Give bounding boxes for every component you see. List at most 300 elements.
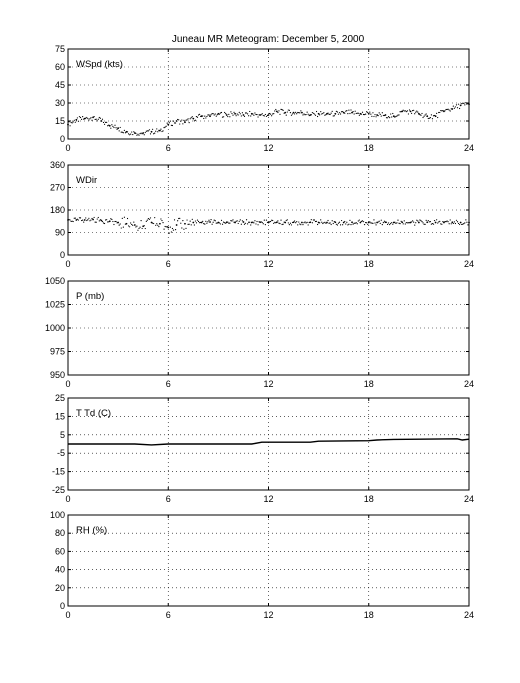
data-point: [326, 222, 328, 224]
data-point: [202, 221, 203, 222]
data-point: [318, 113, 320, 115]
data-point: [240, 219, 241, 220]
data-point: [192, 222, 194, 224]
data-point: [236, 221, 237, 222]
data-point: [73, 221, 74, 222]
data-point: [307, 222, 308, 223]
data-point: [293, 112, 295, 114]
data-point: [324, 115, 325, 116]
data-point: [355, 223, 356, 224]
data-point: [75, 218, 76, 219]
data-point: [437, 222, 438, 223]
data-point: [415, 112, 416, 113]
data-point: [428, 220, 429, 221]
data-point: [445, 221, 446, 222]
data-point: [432, 118, 433, 119]
data-point: [160, 218, 161, 219]
data-point: [269, 221, 270, 222]
data-point: [90, 219, 91, 220]
data-point: [344, 113, 345, 114]
data-point: [96, 119, 97, 120]
data-point: [215, 113, 216, 114]
data-point: [316, 221, 317, 222]
data-point: [302, 224, 303, 225]
data-point: [456, 220, 457, 221]
data-point: [386, 222, 387, 223]
data-point: [428, 118, 429, 119]
data-point: [110, 128, 111, 129]
data-point: [174, 122, 175, 123]
data-point: [210, 219, 211, 220]
data-point: [396, 115, 397, 116]
axes-frame: [68, 515, 469, 606]
data-point: [86, 220, 87, 221]
data-point: [290, 112, 291, 113]
data-point: [78, 121, 79, 122]
data-point: [363, 114, 364, 115]
data-point: [378, 221, 379, 222]
data-point: [189, 224, 190, 225]
data-point: [130, 222, 131, 223]
x-tick-label: 12: [263, 494, 274, 504]
data-point: [239, 221, 240, 222]
data-point: [468, 103, 470, 105]
data-point: [194, 120, 195, 121]
data-point: [248, 222, 249, 223]
data-point: [233, 112, 234, 113]
data-point: [132, 134, 133, 135]
data-point: [113, 224, 114, 225]
data-point: [153, 223, 154, 224]
data-point: [208, 114, 209, 115]
data-point: [106, 122, 107, 123]
data-point: [261, 221, 262, 222]
data-point: [195, 120, 196, 121]
data-point: [399, 223, 400, 224]
data-point: [456, 104, 457, 105]
data-point: [101, 120, 103, 122]
data-point: [232, 115, 233, 116]
data-point: [328, 223, 329, 224]
panel-label: P (mb): [76, 291, 105, 302]
data-point: [105, 122, 106, 123]
data-point: [102, 119, 103, 120]
x-tick-label: 12: [263, 259, 274, 269]
data-point: [359, 222, 361, 224]
data-point: [395, 223, 396, 224]
data-point: [245, 223, 246, 224]
data-point: [429, 118, 430, 119]
data-point: [415, 222, 416, 223]
data-point: [180, 121, 181, 122]
data-point: [123, 132, 124, 133]
data-point: [98, 119, 99, 120]
data-point: [173, 121, 174, 122]
x-tick-label: 18: [363, 610, 374, 620]
data-point: [197, 117, 198, 118]
x-tick-label: 0: [65, 143, 71, 153]
data-point: [348, 224, 349, 225]
data-point: [85, 217, 86, 218]
data-point: [361, 221, 362, 222]
data-point: [155, 225, 156, 226]
data-point: [236, 115, 237, 116]
data-point: [379, 112, 380, 113]
panel-4: [52, 393, 474, 504]
data-point: [362, 112, 363, 113]
data-point: [171, 231, 172, 232]
data-point: [370, 222, 371, 223]
data-point: [331, 224, 332, 225]
data-point: [154, 217, 155, 218]
data-point: [263, 223, 264, 224]
data-point: [307, 111, 308, 112]
data-point: [284, 222, 286, 224]
data-point: [205, 117, 206, 118]
data-point: [94, 116, 95, 117]
data-point: [413, 222, 414, 223]
y-tick-label: 0: [59, 134, 65, 144]
data-point: [438, 221, 439, 222]
data-point: [114, 125, 115, 126]
data-point: [334, 113, 336, 115]
data-point: [369, 111, 370, 112]
y-tick-label: 75: [54, 44, 65, 54]
data-point: [336, 111, 337, 112]
data-point: [114, 221, 115, 222]
data-point: [333, 223, 334, 224]
data-point: [349, 113, 350, 114]
data-point: [460, 105, 462, 107]
data-point: [433, 115, 434, 116]
data-point: [137, 230, 138, 231]
data-point: [176, 224, 178, 226]
data-point: [419, 219, 420, 220]
data-point: [300, 224, 301, 225]
data-point: [430, 117, 431, 118]
data-point: [320, 111, 321, 112]
data-point: [342, 224, 343, 225]
data-point: [436, 113, 437, 114]
data-point: [416, 111, 417, 112]
data-point: [321, 113, 322, 114]
data-point: [213, 113, 214, 114]
data-point: [68, 219, 69, 220]
data-point: [263, 115, 264, 116]
data-point: [132, 225, 133, 226]
data-point: [411, 113, 412, 114]
x-tick-label: 12: [263, 143, 274, 153]
data-point: [387, 117, 388, 118]
data-point: [366, 222, 367, 223]
data-point: [241, 115, 242, 116]
data-point: [363, 221, 364, 222]
data-point: [204, 116, 205, 117]
data-point: [354, 113, 355, 114]
data-point: [159, 130, 161, 132]
data-point: [169, 232, 170, 233]
data-point: [220, 112, 221, 113]
data-point: [372, 223, 373, 224]
data-point: [203, 223, 204, 224]
data-point: [79, 116, 80, 117]
y-tick-label: 30: [54, 98, 65, 108]
data-point: [333, 115, 334, 116]
data-point: [231, 220, 232, 221]
data-point: [137, 134, 138, 135]
y-tick-label: 270: [49, 182, 65, 193]
data-point: [74, 218, 75, 219]
data-point: [75, 119, 77, 121]
data-point: [458, 223, 459, 224]
data-point: [128, 133, 129, 134]
data-point: [262, 113, 263, 114]
data-point: [347, 224, 348, 225]
data-point: [129, 226, 130, 227]
data-point: [334, 221, 336, 223]
data-point: [390, 223, 391, 224]
y-tick-label: 20: [54, 582, 65, 593]
data-point: [296, 113, 297, 114]
data-point: [214, 114, 215, 115]
data-point: [332, 111, 333, 112]
data-point: [254, 112, 255, 113]
data-point: [80, 217, 81, 218]
data-point: [401, 111, 403, 113]
data-point: [163, 127, 164, 128]
data-point: [382, 112, 383, 113]
data-point: [184, 223, 186, 225]
data-point: [274, 222, 275, 223]
data-point: [179, 123, 180, 124]
data-point: [358, 113, 359, 114]
data-point: [416, 220, 417, 221]
x-tick-label: 0: [65, 259, 71, 269]
data-point: [379, 221, 380, 222]
data-point: [240, 113, 241, 114]
y-tick-label: 0: [59, 601, 65, 611]
data-point: [327, 220, 328, 221]
x-tick-label: 18: [363, 379, 374, 389]
data-point: [247, 113, 248, 114]
data-point: [157, 225, 158, 226]
data-point: [313, 219, 314, 220]
data-point: [186, 219, 187, 220]
data-point: [386, 117, 387, 118]
data-point: [312, 112, 313, 113]
data-point: [97, 120, 98, 121]
x-tick-label: 6: [165, 494, 171, 504]
data-point: [145, 132, 146, 133]
data-point: [122, 218, 123, 219]
data-point: [364, 224, 365, 225]
data-point: [358, 220, 359, 221]
data-point: [444, 110, 445, 111]
data-point: [394, 117, 395, 118]
data-point: [231, 113, 232, 114]
data-point: [150, 133, 151, 134]
data-point: [99, 117, 100, 118]
data-point: [340, 224, 341, 225]
data-point: [367, 112, 368, 113]
data-point: [179, 218, 180, 219]
data-point: [89, 118, 90, 119]
data-point: [73, 121, 74, 122]
data-point: [222, 224, 223, 225]
data-point: [323, 222, 324, 223]
data-point: [190, 221, 191, 222]
data-point: [450, 219, 451, 220]
data-point: [425, 224, 426, 225]
data-point: [172, 125, 173, 126]
data-point: [69, 219, 70, 220]
data-point: [308, 114, 309, 115]
data-point: [305, 114, 306, 115]
data-point: [202, 115, 203, 116]
data-point: [464, 222, 465, 223]
data-point: [419, 114, 420, 115]
data-point: [312, 222, 313, 223]
panel-label: WDir: [76, 175, 98, 186]
data-point: [399, 111, 400, 112]
data-point: [214, 220, 215, 221]
data-point: [139, 227, 140, 228]
data-point: [116, 129, 117, 130]
data-point: [117, 222, 119, 224]
data-point: [109, 220, 111, 222]
data-point: [173, 229, 174, 230]
data-point: [249, 111, 250, 112]
data-point: [411, 221, 412, 222]
data-point: [139, 133, 140, 134]
data-point: [431, 224, 432, 225]
data-point: [165, 226, 166, 227]
data-point: [287, 111, 288, 112]
data-point: [110, 218, 111, 219]
data-point: [357, 223, 358, 224]
data-point: [387, 224, 388, 225]
data-point: [394, 222, 395, 223]
data-point: [464, 104, 465, 105]
data-point: [172, 228, 173, 229]
data-point: [250, 224, 251, 225]
data-point: [448, 109, 449, 110]
data-point: [276, 221, 278, 223]
data-point: [316, 111, 317, 112]
data-point: [212, 113, 213, 114]
data-point: [368, 113, 370, 115]
data-point: [453, 106, 454, 107]
data-point: [182, 220, 183, 221]
data-point: [289, 224, 290, 225]
data-point: [270, 221, 271, 222]
data-point: [78, 219, 79, 220]
data-point: [357, 113, 358, 114]
data-point: [305, 222, 306, 223]
data-point: [74, 120, 75, 121]
data-point: [286, 220, 287, 221]
data-point: [131, 224, 132, 225]
data-point: [242, 112, 243, 113]
data-point: [238, 114, 239, 115]
data-point: [385, 114, 387, 116]
x-tick-label: 24: [463, 494, 475, 504]
data-point: [290, 223, 291, 224]
data-point: [144, 134, 145, 135]
data-point: [228, 223, 229, 224]
data-point: [146, 131, 147, 132]
data-point: [345, 223, 346, 224]
data-point: [130, 133, 131, 134]
data-point: [177, 119, 178, 120]
data-point: [311, 219, 312, 220]
data-point: [298, 112, 299, 113]
data-point: [134, 224, 136, 226]
data-point: [311, 114, 312, 115]
x-tick-label: 24: [463, 143, 475, 153]
data-point: [242, 220, 243, 221]
data-point: [113, 127, 114, 128]
data-point: [405, 110, 406, 111]
panels: [45, 44, 474, 620]
data-point: [120, 223, 121, 224]
data-point: [182, 123, 183, 124]
data-point: [96, 222, 97, 223]
data-point: [405, 223, 406, 224]
data-point: [270, 114, 271, 115]
data-point: [257, 116, 258, 117]
data-point: [323, 112, 324, 113]
data-point: [455, 223, 456, 224]
data-point: [127, 218, 128, 219]
data-point: [441, 224, 442, 225]
data-point: [195, 220, 196, 221]
y-tick-label: -5: [56, 448, 65, 459]
panel-label: T Td (C): [76, 408, 112, 419]
data-point: [468, 222, 470, 224]
data-point: [181, 119, 182, 120]
data-point: [382, 224, 383, 225]
data-point: [187, 224, 188, 225]
data-point: [463, 103, 464, 104]
data-point: [436, 219, 437, 220]
data-point: [91, 120, 92, 121]
data-point: [426, 221, 428, 223]
data-point: [206, 223, 207, 224]
data-point: [408, 222, 409, 223]
data-point: [149, 129, 150, 130]
data-point: [262, 222, 263, 223]
data-point: [337, 111, 338, 112]
data-point: [412, 110, 413, 111]
data-point: [226, 114, 228, 116]
data-point: [255, 114, 256, 115]
data-point: [352, 224, 353, 225]
data-point: [388, 222, 389, 223]
data-point: [308, 224, 309, 225]
data-point: [344, 221, 345, 222]
data-point: [234, 113, 236, 115]
data-point: [105, 219, 106, 220]
data-point: [295, 112, 296, 113]
data-point: [304, 221, 305, 222]
data-point: [291, 115, 292, 116]
data-point: [83, 221, 84, 222]
y-tick-label: 25: [54, 393, 65, 403]
data-point: [154, 133, 155, 134]
y-tick-label: 40: [54, 564, 65, 575]
data-point: [448, 221, 449, 222]
